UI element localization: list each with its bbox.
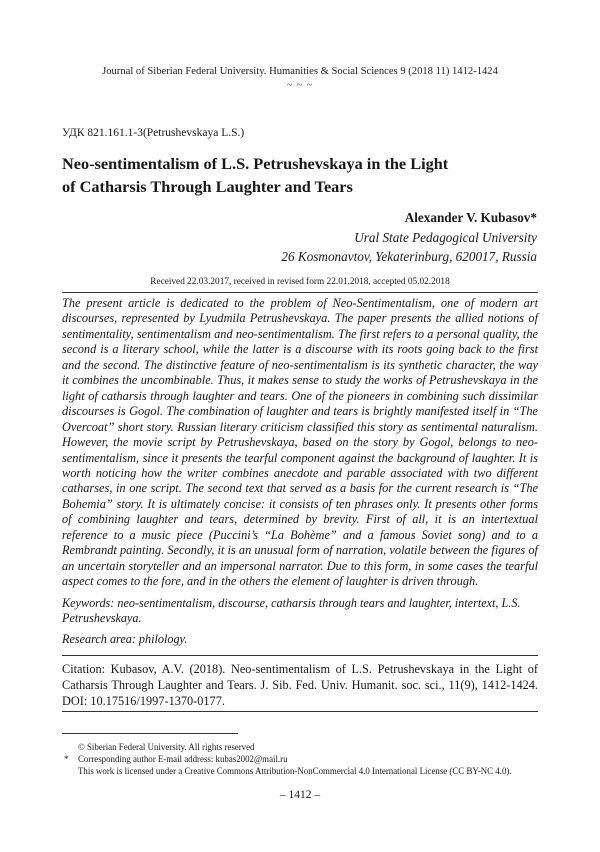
divider-below-citation [62, 711, 538, 712]
abstract: The present article is dedicated to the problem of Neo-Sentimentalism, one of modern art discourses, represented by Lyudmila Petrushevskaya. The paper presents the allied notions of sentimentality, sentimentalism and neo-sentimentalism. The first refers to a personal quality, the second is a literary school, while the latter is a discourse with its roots going back to the first and the second. The distinctive feature of neo-sentimentalism is its synthetic character, the way it combines the uncombinable. Thus, it makes sense to study the works of Petrushevskaya in the light of catharsis through laughter and tears. One of the pioneers in combining such dissimilar discourses is Gogol. The combination of laughter and tears is brightly manifested itself in “The Overcoat” short story. Russian literary criticism classified this story as sentimental naturalism. However, the movie script by Petrushevskaya, based on the story by Gogol, belongs to neo-sentimentalism, since it presents the tearful component against the background of laughter. It is worth noticing how the writer combines anecdote and parable associated with two different catharses, in one script. The second text that served as a basis for the current research is “The Bohemia” story. It is ultimately concise: it consists of ten phrases only. It presents other forms of combining laughter and tears, determined by brevity. First of all, it is an intertextual reference to a music piece (Puccini’s “La Bohème” and a famous Soviet song) and to a Rembrandt painting. Secondly, it is an unusual form of narration, volatile between the figures of an uncertain storyteller and an impersonal narrator. Due to this form, in some cases the tearful aspect comes to the fore, and in the others the element of laughter is driven through. [62, 296, 538, 589]
header-ornament: ~ ~ ~ [286, 80, 314, 91]
license-note: This work is licensed under a Creative Commons Attribution-NonCommercial 4.0 International License (CC BY-NC 4.0). [78, 766, 512, 776]
copyright-note: © Siberian Federal University. All rights reserved [78, 742, 255, 752]
journal-header: Journal of Siberian Federal University. Humanities & Social Sciences 9 (2018 11) 1412-1424 [102, 66, 498, 77]
udk-code: УДК 821.161.1-3(Petrushevskaya L.S.) [62, 127, 245, 139]
affiliation-address: 26 Kosmonavtov, Yekaterinburg, 620017, Russia [281, 249, 537, 264]
article-title [62, 152, 538, 198]
received-dates: Received 22.03.2017, received in revised form 22.01.2018, accepted 05.02.2018 [150, 277, 450, 287]
divider-above-abstract [62, 292, 538, 293]
page-number: – 1412 – [279, 789, 321, 801]
divider-above-citation [62, 655, 538, 656]
title-line-2: of Catharsis Through Laughter and Tears [62, 177, 353, 196]
citation: Citation: Kubasov, A.V. (2018). Neo-sentimentalism of L.S. Petrushevskaya in the Light of Catharsis Through Laughter and Tears. J. Sib. Fed. Univ. Humanit. soc. sci., 11(9), 1412-1424. DOI: 10.17516/1997-1370-0177. [62, 662, 538, 708]
author-name: Alexander V. Kubasov* [404, 210, 537, 225]
affiliation-university: Ural State Pedagogical University [354, 230, 537, 245]
title-line-1: Neo-sentimentalism of L.S. Petrushevskaya in the Light [62, 154, 449, 173]
keywords: Keywords: neo-sentimentalism, discourse, catharsis through tears and laughter, intertext, L.S. Petrushevskaya. [62, 596, 521, 626]
footnote-rule [62, 733, 238, 734]
research-area: Research area: philology. [62, 632, 188, 646]
corresponding-author-note: Corresponding author E-mail address: kubas2002@mail.ru [78, 754, 288, 764]
footnote-star: * [64, 754, 69, 764]
